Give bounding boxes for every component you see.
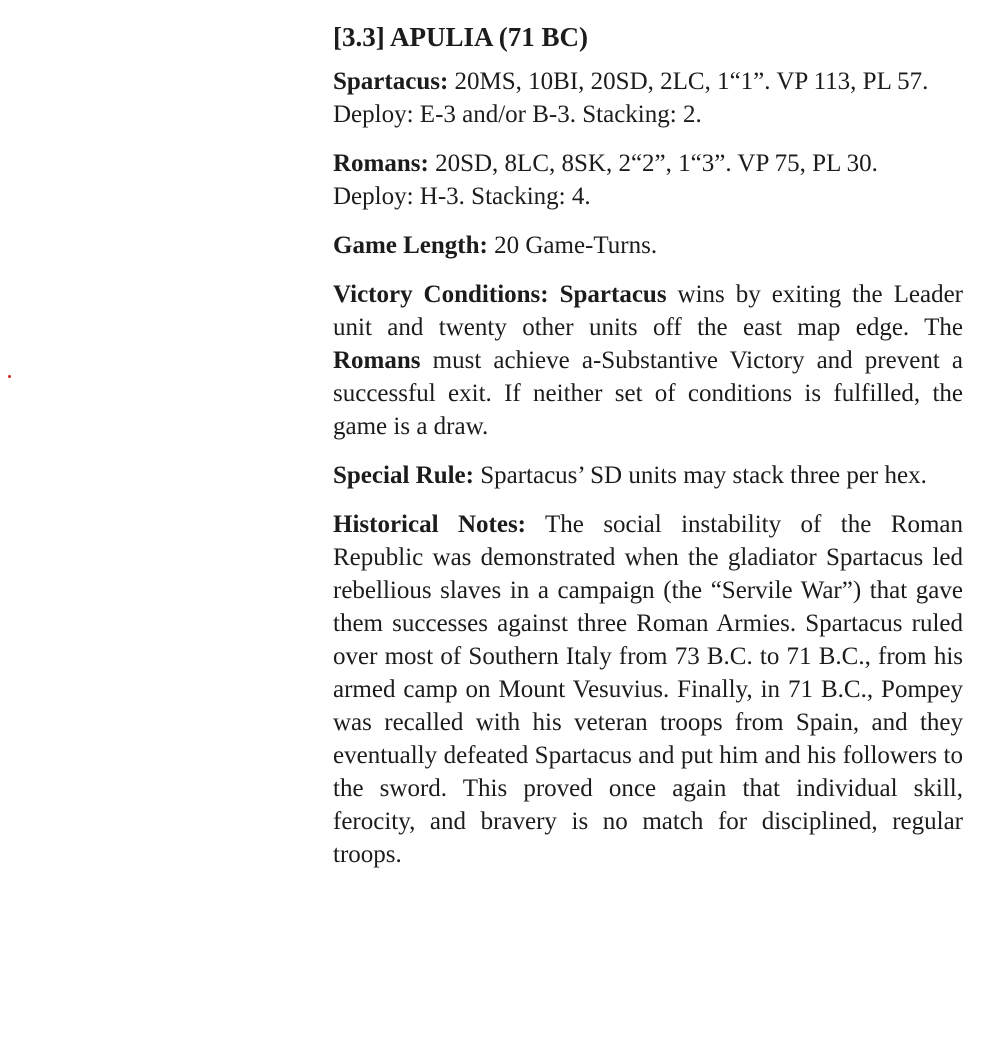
historical-notes-text: The social instability of the Roman Republic was demonstrated when the gladiator Spartacus led rebellious slaves in a campaign (the “Servile War”) that gave them successes against three Roman Armies. Spartacus ruled over most of Southern Italy from 73 B.C. to 71 B.C., from his armed camp on Mount Vesuvius. Finally, in 71 B.C., Pompey was recalled with his veteran troops from Spain, and they eventually defeated Spartacus and put him and his followers to the sword. This proved once again that individual skill, ferocity, and bravery is no match for disciplined, regular troops. bbox=[333, 511, 964, 868]
victory-conditions-text-2: must achieve a-Substantive Victory and prevent a successful exit. If neither set of conditions is fulfilled, the game is a draw. bbox=[333, 347, 963, 440]
special-rule-paragraph bbox=[333, 459, 963, 492]
game-length-paragraph bbox=[333, 229, 963, 262]
romans-forces-text: 20SD, 8LC, 8SK, 2“2”, 1“3”. VP 75, PL 30. Deploy: H-3. Stacking: 4. bbox=[333, 150, 878, 210]
historical-notes-label: Historical Notes: bbox=[333, 511, 527, 538]
victory-conditions-space bbox=[549, 281, 560, 308]
scenario-column bbox=[333, 20, 963, 887]
special-rule-text: Spartacus’ SD units may stack three per hex. bbox=[473, 462, 927, 489]
historical-notes-paragraph bbox=[333, 508, 963, 871]
victory-side-spartacus: Spartacus bbox=[559, 281, 667, 308]
spartacus-label: Spartacus: bbox=[333, 68, 449, 95]
spartacus-forces-text: 20MS, 10BI, 20SD, 2LC, 1“1”. VP 113, PL 57. Deploy: E-3 and/or B-3. Stacking: 2. bbox=[333, 68, 929, 128]
game-length-label: Game Length: bbox=[333, 232, 488, 259]
romans-label: Romans: bbox=[333, 150, 429, 177]
victory-conditions-paragraph bbox=[333, 278, 963, 443]
game-length-text: 20 Game-Turns. bbox=[487, 232, 658, 259]
victory-conditions-text-1: wins by exiting the Leader unit and twenty other units off the east map edge. The bbox=[333, 281, 964, 341]
victory-conditions-label: Victory Conditions: bbox=[333, 281, 549, 308]
scenario-heading: [3.3] APULIA (71 BC) bbox=[333, 22, 588, 52]
romans-forces-paragraph bbox=[333, 147, 963, 213]
spartacus-forces-paragraph bbox=[333, 65, 963, 131]
victory-side-romans: Romans bbox=[333, 347, 421, 374]
stray-red-mark bbox=[8, 375, 11, 378]
special-rule-label: Special Rule: bbox=[333, 462, 474, 489]
